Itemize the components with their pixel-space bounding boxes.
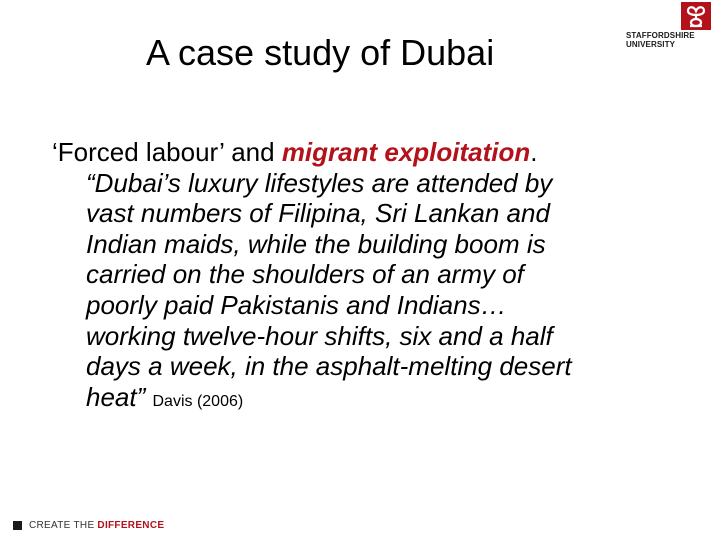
logo-wordmark bbox=[626, 31, 712, 49]
knot-crest-icon bbox=[681, 2, 711, 30]
footer-text-2: DIFFERENCE bbox=[97, 519, 165, 531]
lead-highlight: migrant exploitation bbox=[281, 137, 531, 167]
lead-suffix: . bbox=[530, 137, 538, 167]
quote-line: poorly paid Pakistanis and Indians… bbox=[86, 289, 507, 320]
footer-tagline bbox=[13, 519, 164, 531]
quote-line: vast numbers of Filipina, Sri Lankan and bbox=[86, 198, 550, 229]
quote-line-last bbox=[86, 382, 716, 418]
university-logo bbox=[622, 2, 718, 54]
quote-line: working twelve-hour shifts, six and a half bbox=[86, 320, 553, 351]
quote-block bbox=[86, 168, 716, 418]
footer-text-1: CREATE THE bbox=[29, 519, 95, 531]
quote-line: “Dubai’s luxury lifestyles are attended by bbox=[86, 167, 553, 198]
logo-line-2: UNIVERSITY bbox=[626, 40, 676, 49]
slide-title: A case study of Dubai bbox=[146, 32, 495, 73]
lead-sentence bbox=[52, 137, 712, 168]
quote-line: days a week, in the asphalt-melting desert bbox=[86, 351, 572, 382]
lead-prefix: ‘Forced labour’ and bbox=[52, 137, 282, 167]
slide-body bbox=[52, 137, 712, 417]
citation: Davis (2006) bbox=[152, 392, 244, 410]
quote-line: carried on the shoulders of an army of bbox=[86, 259, 524, 290]
quote-last-word: heat” bbox=[86, 381, 146, 412]
quote-line: Indian maids, while the building boom is bbox=[86, 228, 546, 259]
footer-square-icon bbox=[13, 521, 22, 530]
logo-line-1: STAFFORDSHIRE bbox=[626, 31, 695, 40]
